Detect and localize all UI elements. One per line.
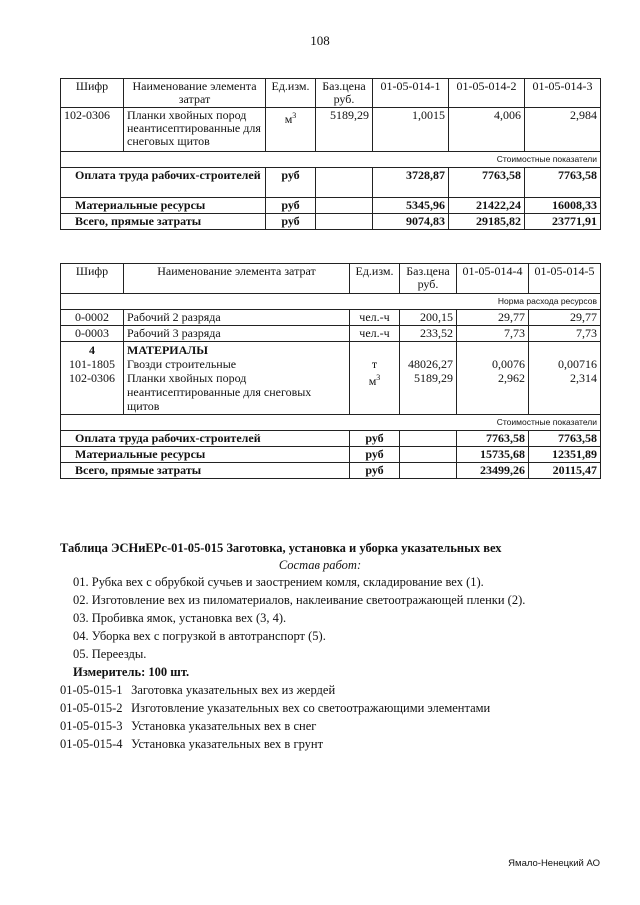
header-price: Баз.цена руб. — [316, 79, 373, 108]
header-col3: 01-05-014-3 — [525, 79, 601, 108]
material-price: 48026,27 — [408, 357, 453, 371]
table-row — [61, 310, 601, 326]
code-item-text: Изготовление указательных вех со светоотражающими элементами — [131, 701, 491, 715]
row-unit: чел.-ч — [350, 310, 400, 326]
code-item — [60, 683, 335, 698]
total-name: Оплата труда рабочих-строителей — [61, 431, 350, 447]
row-price: 233,52 — [400, 326, 457, 342]
work-item: 04. Уборка вех с погрузкой в автотранспорт (5). — [73, 629, 326, 643]
row-code: 102-0306 — [61, 108, 124, 152]
total-row — [61, 447, 601, 463]
code-item — [60, 701, 490, 716]
code-item-code: 01-05-015-2 — [60, 701, 123, 715]
header-code: Шифр — [61, 79, 124, 108]
total-name: Всего, прямые затраты — [61, 463, 350, 479]
work-item: 05. Переезды. — [73, 647, 147, 661]
row-name: Рабочий 3 разряда — [124, 326, 350, 342]
code-item-code: 01-05-015-4 — [60, 737, 123, 751]
row-v1: 7,73 — [457, 326, 529, 342]
header-col4: 01-05-014-4 — [457, 264, 529, 294]
footer-region: Ямало-Ненецкий АО — [508, 858, 600, 869]
row-unit: чел.-ч — [350, 326, 400, 342]
meter-label: Измеритель: 100 шт. — [73, 665, 190, 679]
header-unit: Ед.изм. — [266, 79, 316, 108]
total-v1: 15735,68 — [457, 447, 529, 463]
header-price: Баз.цена руб. — [400, 264, 457, 294]
total-v1: 9074,83 — [373, 214, 449, 230]
total-v2: 7763,58 — [529, 431, 601, 447]
total-name: Всего, прямые затраты — [61, 214, 266, 230]
material-v2: 0,00716 — [558, 357, 597, 371]
material-unit: т — [371, 357, 378, 371]
material-v2: 2,314 — [570, 371, 597, 385]
total-unit: руб — [266, 214, 316, 230]
header-unit: Ед.изм. — [350, 264, 400, 294]
materials-prices — [400, 342, 457, 415]
total-row — [61, 463, 601, 479]
code-item-text: Заготовка указательных вех из жердей — [131, 683, 336, 697]
total-name: Материальные ресурсы — [61, 198, 266, 214]
materials-row — [61, 342, 601, 415]
total-unit: руб — [266, 168, 316, 198]
total-v1: 23499,26 — [457, 463, 529, 479]
code-item — [60, 719, 316, 734]
table-row — [61, 326, 601, 342]
norm-label: Норма расхода ресурсов — [61, 294, 601, 310]
total-v3: 23771,91 — [525, 214, 601, 230]
total-v2: 21422,24 — [449, 198, 525, 214]
total-unit: руб — [350, 447, 400, 463]
work-item: 03. Пробивка ямок, установка вех (3, 4). — [73, 611, 287, 625]
materials-number: 4 — [89, 343, 95, 357]
header-col5: 01-05-014-5 — [529, 264, 601, 294]
table-header-row — [61, 79, 601, 108]
total-v3: 7763,58 — [525, 168, 601, 198]
row-price: 5189,29 — [316, 108, 373, 152]
total-unit: руб — [266, 198, 316, 214]
row-v1: 29,77 — [457, 310, 529, 326]
section-label-row — [61, 415, 601, 431]
total-row — [61, 168, 601, 198]
total-unit: руб — [350, 463, 400, 479]
code-item-text: Установка указательных вех в снег — [131, 719, 317, 733]
total-v3: 16008,33 — [525, 198, 601, 214]
row-v1: 1,0015 — [373, 108, 449, 152]
material-price: 5189,29 — [414, 371, 453, 385]
row-name: Рабочий 2 разряда — [124, 310, 350, 326]
total-name: Оплата труда рабочих-строителей — [61, 168, 266, 198]
code-item — [60, 737, 323, 752]
work-item: 01. Рубка вех с обрубкой сучьев и заострением комля, складирование вех (1). — [73, 575, 484, 589]
header-name: Наименование элемента затрат — [124, 264, 350, 294]
norm-label-row — [61, 294, 601, 310]
resource-table-2 — [60, 263, 601, 479]
header-col1: 01-05-014-1 — [373, 79, 449, 108]
material-unit: $м^3$ — [368, 373, 381, 388]
material-code: 102-0306 — [69, 371, 115, 385]
resource-table-1 — [60, 78, 601, 230]
total-v1: 5345,96 — [373, 198, 449, 214]
row-v2: 29,77 — [529, 310, 601, 326]
material-name: Планки хвойных пород неантисептированные для снеговых щитов — [127, 371, 312, 413]
code-item-code: 01-05-015-1 — [60, 683, 123, 697]
materials-names — [124, 342, 350, 415]
materials-v1 — [457, 342, 529, 415]
section-label: Стоимостные показатели — [61, 415, 601, 431]
material-name: Гвозди строительные — [127, 357, 237, 371]
section-title: Таблица ЭСНиЕРс-01-05-015 Заготовка, установка и уборка указательных вех — [60, 541, 502, 555]
material-code: 101-1805 — [69, 357, 115, 371]
total-v1: 3728,87 — [373, 168, 449, 198]
work-item: 02. Изготовление вех из пиломатериалов, наклеивание светоотражающей пленки (2). — [73, 593, 526, 607]
total-v1: 7763,58 — [457, 431, 529, 447]
table-header-row — [61, 264, 601, 294]
row-code: 0-0002 — [61, 310, 124, 326]
row-price: 200,15 — [400, 310, 457, 326]
section-subtitle: Состав работ: — [278, 558, 362, 572]
row-v2: 4,006 — [449, 108, 525, 152]
total-v2: 29185,82 — [449, 214, 525, 230]
row-code: 0-0003 — [61, 326, 124, 342]
total-v2: 12351,89 — [529, 447, 601, 463]
header-name: Наименование элемента затрат — [124, 79, 266, 108]
row-unit: $м^3$ — [266, 108, 316, 152]
table-row — [61, 108, 601, 152]
material-v1: 0,0076 — [492, 357, 525, 371]
code-item-code: 01-05-015-3 — [60, 719, 123, 733]
materials-v2 — [529, 342, 601, 415]
materials-heading: МАТЕРИАЛЫ — [127, 343, 208, 357]
row-v3: 2,984 — [525, 108, 601, 152]
code-item-text: Установка указательных вех в грунт — [131, 737, 324, 751]
page-number: 108 — [310, 33, 330, 48]
materials-units — [350, 342, 400, 415]
total-unit: руб — [350, 431, 400, 447]
total-v2: 7763,58 — [449, 168, 525, 198]
header-col2: 01-05-014-2 — [449, 79, 525, 108]
row-name: Планки хвойных пород неантисептированные для снеговых щитов — [124, 108, 266, 152]
materials-codes — [61, 342, 124, 415]
total-row — [61, 214, 601, 230]
total-row — [61, 431, 601, 447]
section-label-row — [61, 152, 601, 168]
total-v2: 20115,47 — [529, 463, 601, 479]
row-v2: 7,73 — [529, 326, 601, 342]
section-label: Стоимостные показатели — [61, 152, 601, 168]
material-v1: 2,962 — [498, 371, 525, 385]
header-code: Шифр — [61, 264, 124, 294]
total-row — [61, 198, 601, 214]
total-name: Материальные ресурсы — [61, 447, 350, 463]
